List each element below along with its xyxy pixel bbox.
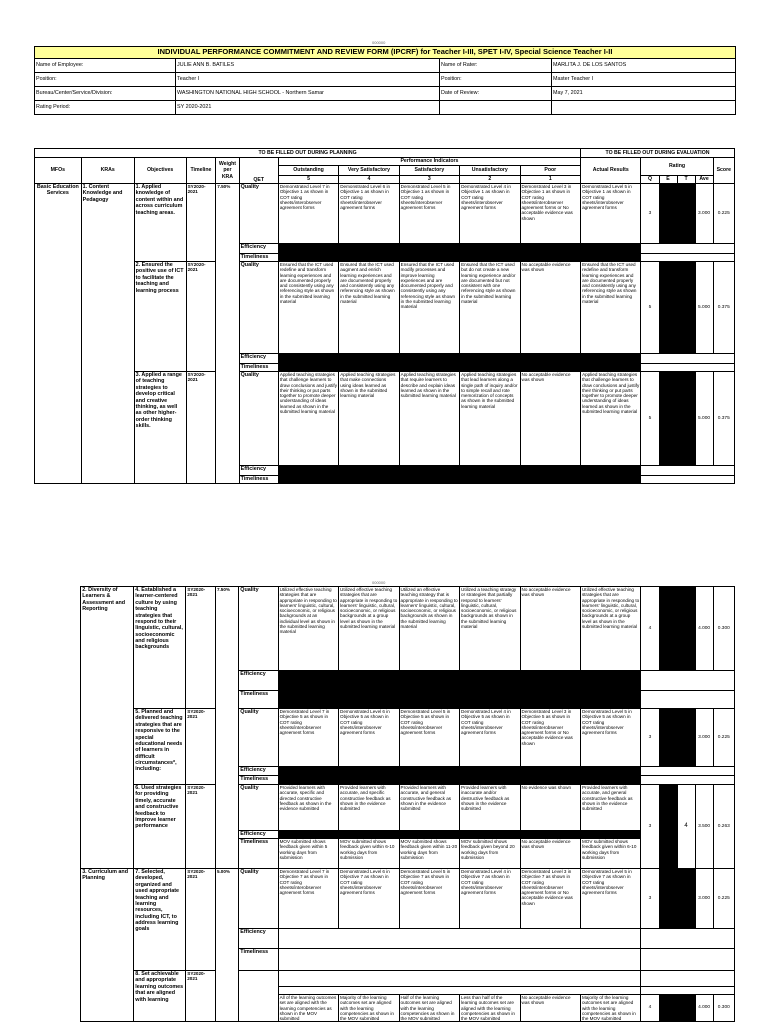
qet-efficiency-4: Efficiency <box>239 671 278 691</box>
ave-header: Ave <box>695 176 713 184</box>
level-1-header: 1 <box>520 176 581 184</box>
indicator-2-1: No acceptable evidence was shown <box>520 262 581 354</box>
qet-timeliness-1: Timeliness <box>239 254 278 262</box>
outstanding-header: Outstanding <box>278 166 338 176</box>
timeline-3: SY2020-2021 <box>186 372 216 484</box>
timeline-8: SY2020-2021 <box>186 971 216 1022</box>
score-3: 0.375 <box>713 372 734 466</box>
indicator-1-2: Demonstrated Level 4 in Objective 1 as shown in COT rating sheets/interobserver agreement forms <box>460 184 520 244</box>
timeline-1: SY2020-2021 <box>186 184 216 262</box>
weight-kra3: 5.00% <box>215 869 238 1022</box>
indicator-7-1: Demonstrated Level 3 in Objective 7 as shown in COT rating sheets/interobserver agreement forms or No acceptable evidence was shown <box>520 869 580 929</box>
indicator-4-2: Utilized a teaching strategy or strategies that partially respond to learners' linguistic, cultural, socioeconomic, or religious backgrounds as shown in the submitted learning material <box>460 587 520 671</box>
qet-quality-7: Quality <box>239 869 278 929</box>
actual-results-header: Actual Results <box>581 158 641 184</box>
position-label: Position: <box>35 73 176 87</box>
ave-4: 4.000 <box>695 587 713 671</box>
q-rating-1: 3 <box>641 184 659 244</box>
satisfactory-header: Satisfactory <box>399 166 459 176</box>
form-info-table <box>34 46 736 115</box>
actual-result-6: Provided learners with accurate, and general constructive feedback as shown in the evidence submitted <box>580 785 640 831</box>
objective-6: 6. Used strategies for providing timely, accurate and constructive feedback to improve learner performance <box>134 785 186 869</box>
indicator-8-4: Majority of the learning outcomes set are aligned with the learning competencies as shown in the MOV submitted <box>339 995 399 1022</box>
q-rating-2: 5 <box>641 262 659 354</box>
ave-2: 5.000 <box>695 262 713 354</box>
indicator-6-2: Provided learners with inaccurate and/or destructive feedback as shown in the evidence submitted <box>460 785 520 831</box>
ave-7: 3.000 <box>695 869 713 929</box>
actual-result-7: Demonstrated Level 5 in Objective 7 as shown in COT rating sheets/interobserver agreement forms <box>580 869 640 929</box>
indicator-8-5: All of the learning outcomes set are aligned with the learning competencies as shown in the MOV submitted <box>278 995 338 1022</box>
indicator-5-4: Demonstrated Level 6 in Objective 5 as shown in COT rating sheets/interobserver agreement forms <box>339 709 399 767</box>
qet-timeliness-7: Timeliness <box>239 949 278 971</box>
objective-5: 5. Planned and delivered teaching strategies that are responsive to the special educational needs of learners in difficult circumstances*, including: <box>134 709 186 785</box>
kra-2-cell: 2. Diversity of Learners & Assessment and Reporting <box>81 587 134 869</box>
q-header: Q <box>641 176 659 184</box>
actual-result-2: Ensured that the ICT used redefine and transform learning experiences and are documented properly and consistently using any referencing style as shown in the submitted learning material <box>581 262 641 354</box>
indicator-3-2: Applied teaching strategies that lead learners along a single path of inquiry and/or to simple recall and rote memorization of concepts as shown in the submitted learning material <box>460 372 520 466</box>
timeliness-6-4: MOV submitted shows feedback given within 6-10 working days from submission <box>339 839 399 869</box>
objective-2: 2. Ensured the positive use of ICT to facilitate the teaching and learning process <box>134 262 186 372</box>
level-5-header: 5 <box>278 176 338 184</box>
qet-timeliness-4: Timeliness <box>239 691 278 709</box>
qet-quality-3: Quality <box>239 372 278 466</box>
score-8: 0.300 <box>713 995 734 1022</box>
date-review-value: May 7, 2021 <box>552 87 736 101</box>
q-rating-4: 4 <box>641 587 659 671</box>
indicator-5-5: Demonstrated Level 7 in Objective 5 as shown in COT rating sheets/interobserver agreement forms <box>278 709 338 767</box>
indicator-1-5: Demonstrated Level 7 in Objective 1 as shown in COT rating sheets/interobserver agreement forms <box>278 184 338 244</box>
qet-efficiency-5: Efficiency <box>239 767 278 776</box>
kras-header: KRAs <box>81 158 134 184</box>
timeliness-6-1: No acceptable evidence was shown <box>520 839 580 869</box>
rating-period-label: Rating Period: <box>35 101 176 115</box>
ave-6: 3.500 <box>695 785 713 869</box>
qet-timeliness-6: Timeliness <box>239 839 278 869</box>
indicator-7-2: Demonstrated Level 4 in Objective 7 as shown in COT rating sheets/interobserver agreement forms <box>460 869 520 929</box>
performance-table-1 <box>34 148 735 484</box>
objective-8: 8. Set achievable and appropriate learning outcomes that are aligned with learning <box>134 971 186 1022</box>
indicator-3-3: Applied teaching strategies that require learners to describe and explain ideas learned as shown in the submitted learning material <box>399 372 459 466</box>
level-2-header: 2 <box>460 176 520 184</box>
indicator-2-5: Ensured that the ICT used redefine and transform learning experiences and are documented properly and consistently using any referencing style as shown in the submitted learning material <box>278 262 338 354</box>
t-header: T <box>677 176 695 184</box>
indicator-7-3: Demonstrated Level 5 in Objective 7 as shown in COT rating sheets/interobserver agreement forms <box>399 869 459 929</box>
t-rating-6: 4 <box>677 785 695 869</box>
date-review-label: Date of Review: <box>440 87 552 101</box>
position-value: Teacher I <box>176 73 440 87</box>
qet-timeliness-3: Timeliness <box>239 476 278 484</box>
qet-quality-4: Quality <box>239 587 278 671</box>
very-satisfactory-header: Very Satisfactory <box>339 166 399 176</box>
indicator-4-5: Utilized effective teaching strategies that are appropriate in responding to learners' linguistic, cultural, socioeconomic, or religious backgrounds at an individual level as shown in the submitted learning material <box>278 587 338 671</box>
weight-kra2: 7.50% <box>215 587 238 869</box>
q-rating-3: 5 <box>641 372 659 466</box>
timeliness-6-5: MOV submitted shows feedback given within 5 working days from submission <box>278 839 338 869</box>
indicator-2-3: Ensured that the ICT used modify processes and improve learning experiences and are documented properly and consistently using any referencing style as shown in the submitted learning material <box>399 262 459 354</box>
score-5: 0.225 <box>713 709 734 767</box>
page-marker: 000000 <box>372 40 386 45</box>
bureau-label: Bureau/Center/Service/Division: <box>35 87 176 101</box>
indicator-8-2: Less than half of the learning outcomes set are aligned with the learning competencies as shown in the MOV submitted <box>460 995 520 1022</box>
indicator-1-3: Demonstrated Level 5 in Objective 1 as shown in COT rating sheets/interobserver agreement forms <box>399 184 459 244</box>
score-1: 0.225 <box>713 184 734 244</box>
poor-header: Poor <box>520 166 581 176</box>
actual-result-5: Demonstrated Level 5 in Objective 5 as shown in COT rating sheets/interobserver agreement forms <box>580 709 640 767</box>
form-title: INDIVIDUAL PERFORMANCE COMMITMENT AND REVIEW FORM (IPCRF) for Teacher I-III, SPET I-IV, Special Science Teacher I-II <box>35 47 736 59</box>
actual-timeliness-6: MOV submitted shows feedback given within 6-10 working days from submission <box>580 839 640 869</box>
q-rating-5: 3 <box>641 709 659 767</box>
qet-efficiency-6: Efficiency <box>239 831 278 839</box>
indicator-3-4: Applied teaching strategies that make connections using ideas learned as shown in the submitted learning material <box>339 372 399 466</box>
timeline-6: SY2020-2021 <box>186 785 216 869</box>
actual-result-8: Majority of the learning outcomes set are aligned with the learning competencies as shown in the MOV submitted <box>580 995 640 1022</box>
timeline-2: SY2020-2021 <box>186 262 216 372</box>
performance-indicators-header: Performance Indicators <box>278 158 580 166</box>
mfos-header: MFOs <box>35 158 82 184</box>
employee-name: JULIE ANN B. BATILES <box>176 59 440 73</box>
actual-result-1: Demonstrated Level 5 in Objective 1 as shown in COT rating sheets/interobserver agreement forms <box>581 184 641 244</box>
timeline-4: SY2020-2021 <box>186 587 216 709</box>
planning-header: TO BE FILLED OUT DURING PLANNING <box>35 149 581 158</box>
ave-8: 4.000 <box>695 995 713 1022</box>
qet-timeliness-5: Timeliness <box>239 776 278 785</box>
objectives-header: Objectives <box>134 158 186 184</box>
qet-quality-5: Quality <box>239 709 278 767</box>
qet-header: QET <box>239 158 278 184</box>
rater-position-value: Master Teacher I <box>552 73 736 87</box>
qet-efficiency-7: Efficiency <box>239 929 278 949</box>
score-6: 0.263 <box>713 785 734 869</box>
mfo-cell: Basic Education Services <box>35 184 82 484</box>
qet-efficiency-2: Efficiency <box>239 354 278 364</box>
rater-name: MARLITA J. DE LOS SANTOS <box>552 59 736 73</box>
qet-efficiency-1: Efficiency <box>239 244 278 254</box>
rating-header: Rating <box>641 158 713 176</box>
indicator-8-1: No acceptable evidence was shown <box>520 995 580 1022</box>
page-marker-2: 000000 <box>372 580 386 585</box>
indicator-8-3: Half of the learning outcomes set are aligned with the learning competencies as shown in the MOV submitted <box>399 995 459 1022</box>
objective-4: 4. Established a learner-centered culture by using teaching strategies that respond to their linguistic, cultural, socioeconomic and religious backgrounds <box>134 587 186 709</box>
kra-3-cell: 3. Curriculum and Planning <box>81 869 134 1022</box>
e-header: E <box>659 176 677 184</box>
level-3-header: 3 <box>399 176 459 184</box>
indicator-5-3: Demonstrated Level 5 in Objective 5 as shown in COT rating sheets/interobserver agreement forms <box>399 709 459 767</box>
rater-position-label: Position: <box>440 73 552 87</box>
objective-7: 7. Selected, developed, organized and used appropriate teaching and learning resources, including ICT, to address learning goals <box>134 869 186 971</box>
indicator-4-1: No acceptable evidence was shown <box>520 587 580 671</box>
indicator-3-5: Applied teaching strategies that challenge learners to draw conclusions and justify their thinking or put parts together to promote deeper understanding of ideas learned as shown in the submitted learning material <box>278 372 338 466</box>
evaluation-header: TO BE FILLED OUT DURING EVALUATION <box>581 149 735 158</box>
actual-result-3: Applied teaching strategies that challenge learners to draw conclusions and justify their thinking or put parts together to promote deeper understanding of ideas learned as shown in the submitted learning material <box>581 372 641 466</box>
score-2: 0.375 <box>713 262 734 354</box>
indicator-5-1: Demonstrated Level 3 in Objective 5 as shown in COT rating sheets/interobserver agreement forms or No acceptable evidence was shown <box>520 709 580 767</box>
score-4: 0.300 <box>713 587 734 671</box>
qet-quality-2: Quality <box>239 262 278 354</box>
objective-1: 1. Applied knowledge of content within and across curriculum teaching areas. <box>134 184 186 262</box>
q-rating-7: 3 <box>641 869 659 929</box>
qet-timeliness-2: Timeliness <box>239 364 278 372</box>
indicator-4-3: Utilized an effective teaching strategy that is appropriate in responding to learners' linguistic, cultural, socioeconomic, or religious backgrounds as shown in the submitted learning material <box>399 587 459 671</box>
indicator-2-4: Ensured that the ICT used augment and enrich learning experiences and are documented properly and consistently using any referencing style as shown in the submitted learning material <box>339 262 399 354</box>
indicator-2-2: Ensured that the ICT used but do not create a new learning experience and/or are documented but not consistent with one referencing style as shown in the submitted learning material <box>460 262 520 354</box>
timeliness-6-2: MOV submitted shows feedback given beyond 20 working days from submission <box>460 839 520 869</box>
indicator-4-4: Utilized effective teaching strategies that are appropriate in responding to learners' linguistic, cultural, socioeconomic, or religious backgrounds at a group level as shown in the submitted learning material <box>339 587 399 671</box>
rater-label: Name of Rater: <box>440 59 552 73</box>
timeline-header: Timeline <box>186 158 216 184</box>
objective-3: 3. Applied a range of teaching strategies to develop critical and creative thinking, as well as other higher-order thinking skills. <box>134 372 186 484</box>
timeline-5: SY2020-2021 <box>186 709 216 785</box>
employee-label: Name of Employee: <box>35 59 176 73</box>
ave-3: 5.000 <box>695 372 713 466</box>
indicator-7-4: Demonstrated Level 6 in Objective 7 as shown in COT rating sheets/interobserver agreement forms <box>339 869 399 929</box>
score-header: Score <box>713 158 734 184</box>
qet-quality-1: Quality <box>239 184 278 244</box>
bureau-value: WASHINGTON NATIONAL HIGH SCHOOL - Northern Samar <box>176 87 440 101</box>
timeline-7: SY2020-2021 <box>186 869 216 971</box>
qet-efficiency-3: Efficiency <box>239 466 278 476</box>
indicator-6-3: Provided learners with accurate, and general constructive feedback as shown in the evidence submitted <box>399 785 459 831</box>
timeliness-6-3: MOV submitted shows feedback given within 11-20 working days from submission <box>399 839 459 869</box>
ave-1: 3.000 <box>695 184 713 244</box>
weight-header: Weight per KRA <box>216 158 239 184</box>
indicator-6-4: Provided learners with accurate, and specific constructive feedback as shown in the evidence submitted <box>339 785 399 831</box>
rating-period-value: SY 2020-2021 <box>176 101 440 115</box>
weight-kra1: 7.50% <box>216 184 239 484</box>
indicator-1-1: Demonstrated Level 3 in Objective 1 as shown in COT rating sheets/interobserver agreement forms or No acceptable evidence was shown <box>520 184 581 244</box>
kra-cell: 1. Content Knowledge and Pedagogy <box>81 184 134 484</box>
indicator-1-4: Demonstrated Level 6 in Objective 1 as shown in COT rating sheets/interobserver agreement forms <box>339 184 399 244</box>
indicator-7-5: Demonstrated Level 7 in Objective 7 as shown in COT rating sheets/interobserver agreement forms <box>278 869 338 929</box>
q-rating-6: 3 <box>641 785 659 869</box>
indicator-3-1: No acceptable evidence was shown <box>520 372 581 466</box>
q-rating-8: 4 <box>641 995 659 1022</box>
indicator-6-1: No evidence was shown <box>520 785 580 831</box>
performance-table-2 <box>34 586 735 1022</box>
level-4-header: 4 <box>339 176 399 184</box>
score-7: 0.225 <box>713 869 734 929</box>
qet-quality-6: Quality <box>239 785 278 831</box>
indicator-6-5: Provided learners with accurate, specific and directed constructive feedback as shown in the evidence submitted <box>278 785 338 831</box>
actual-result-4: Utilized effective teaching strategies that are appropriate in responding to learners' linguistic, cultural, socioeconomic, or religious backgrounds at a group level as shown in the submitted learning material <box>580 587 640 671</box>
unsatisfactory-header: Unsatisfactory <box>460 166 520 176</box>
indicator-5-2: Demonstrated Level 4 in Objective 5 as shown in COT rating sheets/interobserver agreement forms <box>460 709 520 767</box>
ave-5: 3.000 <box>695 709 713 767</box>
